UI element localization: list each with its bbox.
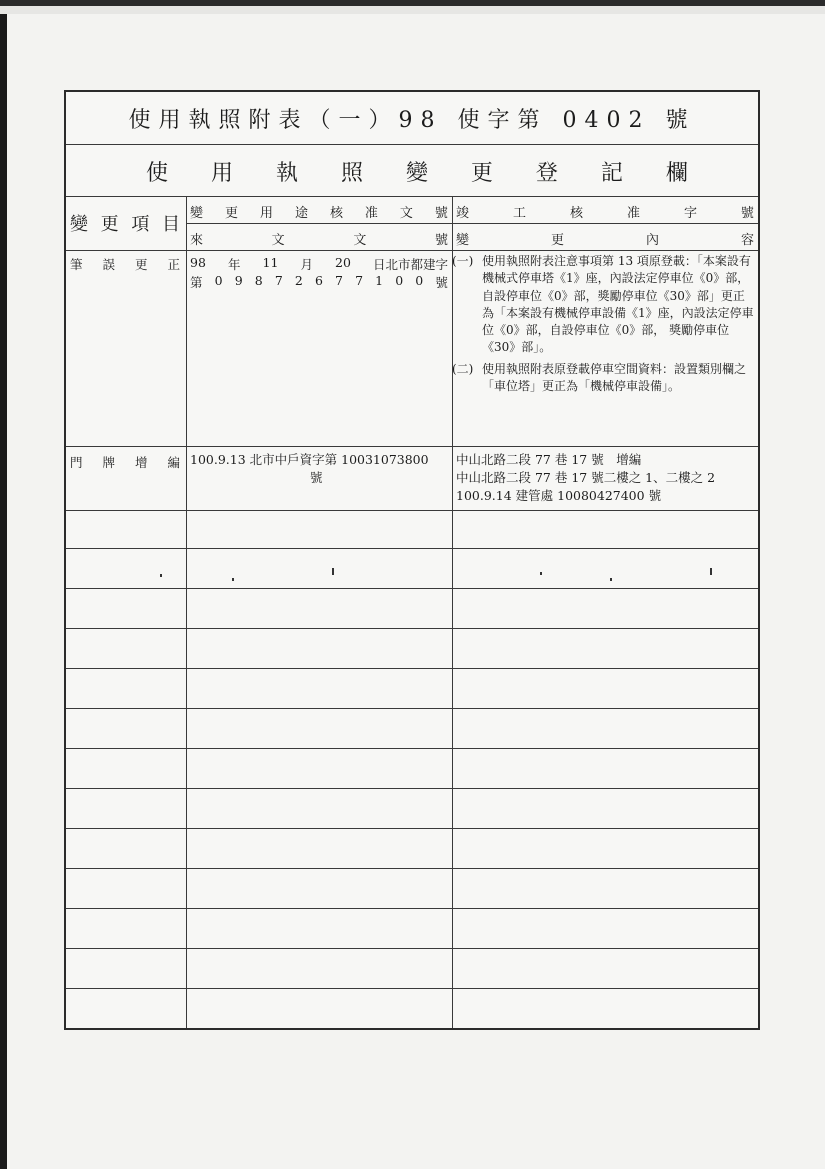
divider [66, 708, 758, 709]
entry-change-content [452, 253, 754, 395]
scan-speck [610, 578, 612, 581]
scan-speck [710, 568, 712, 575]
divider [186, 223, 758, 224]
header-content-bottom: 變 更 內 容 [456, 233, 754, 248]
divider [66, 668, 758, 669]
scan-speck [540, 572, 542, 575]
divider [66, 868, 758, 869]
entry-item-house-number: 門 牌 增 編 [70, 455, 180, 470]
divider [66, 250, 758, 251]
entry-content-line: 中山北路二段 77 巷 17 號 增編 [456, 452, 642, 467]
entry-ref-number: 第 0 9 8 7 2 6 7 7 1 0 0 號 [190, 273, 448, 290]
header-ref-bottom: 來 文 文 號 [190, 233, 448, 248]
divider [66, 446, 758, 447]
divider [66, 828, 758, 829]
scan-edge-top-band [0, 6, 825, 14]
entry-ref-line: 98 年 11 月 20 日北市都建字 [190, 255, 448, 272]
note-item: (二) 使用執照附表原登載停車空間資料：設置類別欄之「車位塔」更正為「機械停車設備」。 [452, 361, 747, 394]
divider [66, 548, 758, 549]
scan-speck [332, 568, 334, 575]
column-divider [186, 196, 187, 1028]
entry-content-line: 100.9.14 建管處 10080427400 號 [456, 488, 662, 503]
divider [66, 510, 758, 511]
divider [66, 908, 758, 909]
scan-speck [160, 574, 162, 577]
note-item: (一) 使用執照附表注意事項第 13 項原登載：「本案設有機械式停車塔《1》座，內設法定停車位《0》部，自設停車位《0》部，獎勵停車位《30》部」更正為「本案設有機械停車設備《1》座，內設法定停車位《0》部，自設停車位《0》部， 獎勵停車位《30》部」。 [452, 254, 754, 355]
header-ref-top: 變 更 用 途 核 准 文 號 [190, 206, 448, 221]
section-title: 使 用 執 照 變 更 登 記 欄 [146, 160, 688, 186]
header-change-item: 變 更 項 目 [70, 214, 180, 235]
scan-edge-left [0, 0, 7, 1169]
entry-content-line: 中山北路二段 77 巷 17 號二樓之 1、二樓之 2 [456, 470, 716, 485]
divider [66, 588, 758, 589]
usage-permit-form [64, 90, 760, 1030]
divider [66, 196, 758, 197]
form-title: 使用執照附表（一）98 使字第 0402 號 [128, 107, 696, 133]
divider [66, 748, 758, 749]
divider [66, 988, 758, 989]
header-content-top: 竣 工 核 准 字 號 [456, 206, 754, 221]
entry-ref-line: 號 [310, 470, 323, 485]
divider [66, 628, 758, 629]
entry-item-correction: 筆 誤 更 正 [70, 257, 180, 272]
scan-speck [232, 578, 234, 581]
divider [66, 948, 758, 949]
divider [66, 144, 758, 145]
entry-ref-line: 100.9.13 北市中戶資字第 10031073800 [190, 452, 429, 467]
divider [66, 788, 758, 789]
